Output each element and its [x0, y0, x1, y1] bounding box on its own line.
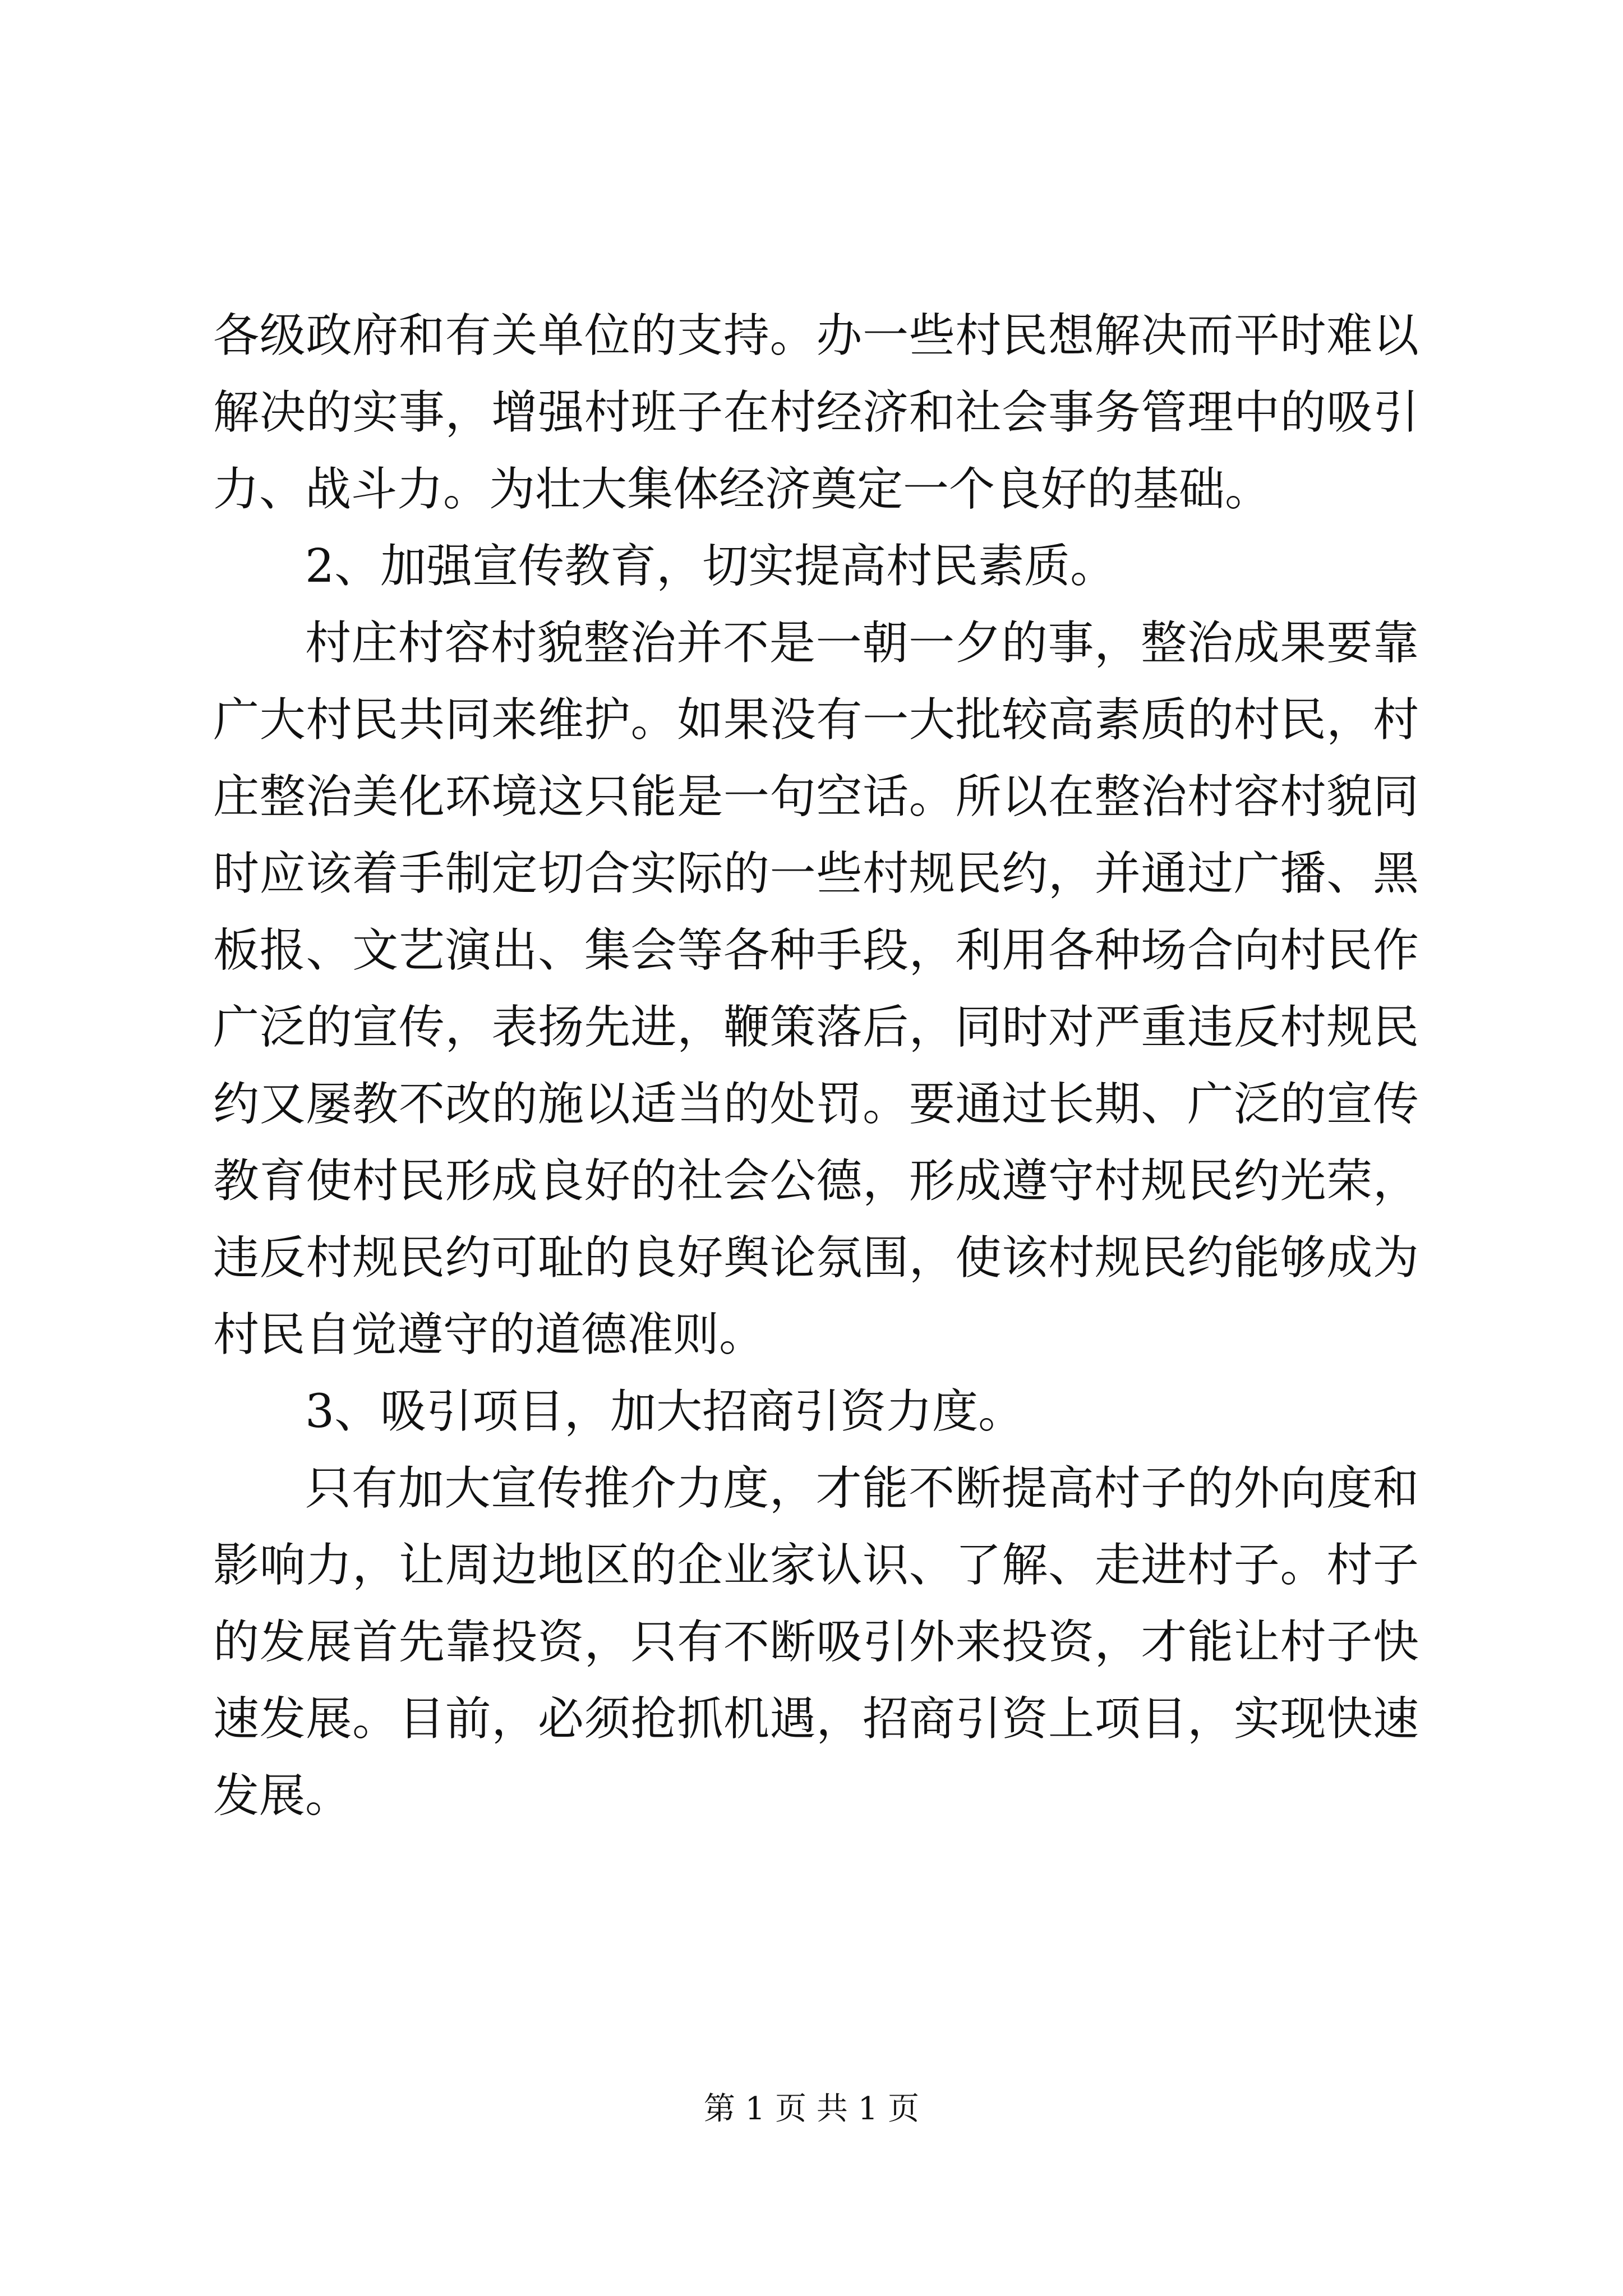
paragraph-support-continuation: 各级政府和有关单位的支持。办一些村民想解决而平时难以解决的实事，增强村班子在村经济和社会事务管理中的吸引力、战斗力。为壮大集体经济奠定一个良好的基础。 [213, 309, 1419, 516]
page-number-footer: 第 1 页 共 1 页 [703, 2091, 920, 2127]
document-body [213, 297, 1419, 1834]
paragraph-investment-promotion: 只有加大宣传推介力度，才能不断提高村子的外向度和影响力，让周边地区的企业家认识、了解、走进村子。村子的发展首先靠投资，只有不断吸引外来投资，才能让村子快速发展。目前，必须抢抓机遇，招商引资上项目，实现快速发展。 [213, 1462, 1419, 1823]
paragraph-village-regulations: 村庄村容村貌整治并不是一朝一夕的事，整治成果要靠广大村民共同来维护。如果没有一大批较高素质的村民，村庄整治美化环境这只能是一句空话。所以在整治村容村貌同时应该着手制定切合实际的一些村规民约，并通过广播、黑板报、文艺演出、集会等各种手段，利用各种场合向村民作广泛的宣传，表扬先进，鞭策落后，同时对严重违反村规民约又屡教不改的施以适当的处罚。要通过长期、广泛的宣传教育使村民形成良好的社会公德，形成遵守村规民约光荣，违反村规民约可耻的良好舆论氛围，使该村规民约能够成为村民自觉遵守的道德准则。 [213, 616, 1419, 1361]
heading-attract-investment: 3、吸引项目，加大招商引资力度。 [305, 1385, 1025, 1438]
heading-publicity-education: 2、加强宣传教育，切实提高村民素质。 [305, 540, 1117, 593]
